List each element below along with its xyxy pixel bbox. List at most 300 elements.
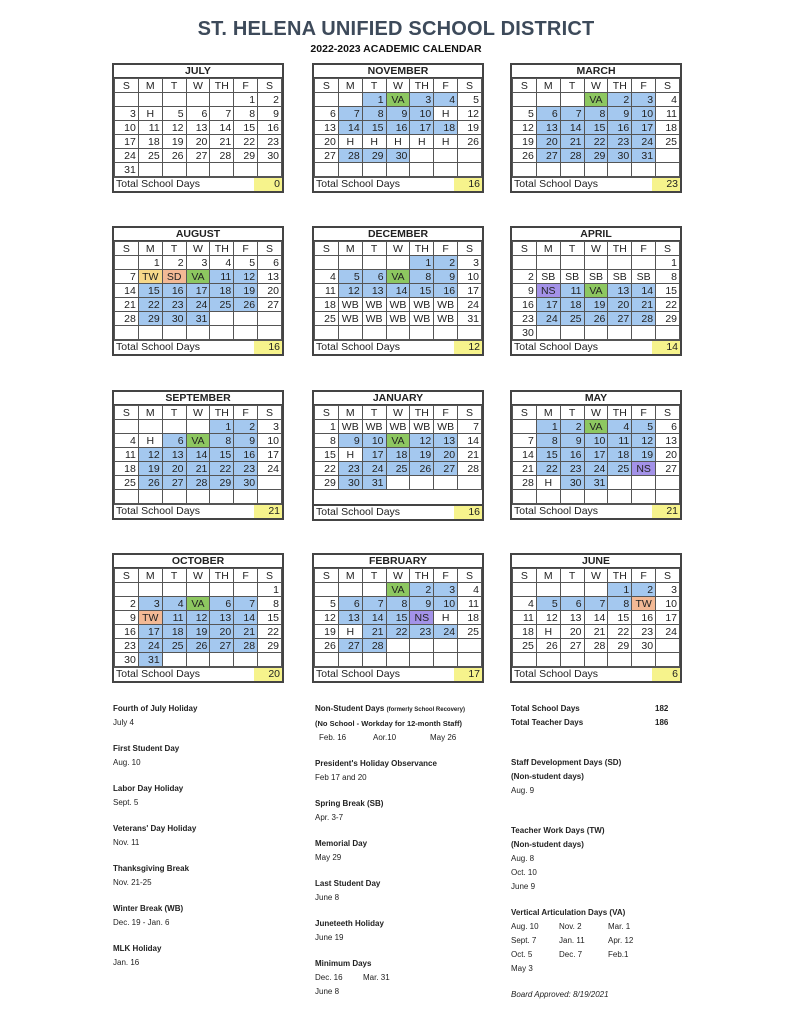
day-cell: 16	[258, 121, 282, 135]
total-school-days-row	[314, 177, 482, 191]
day-cell: 6	[315, 107, 339, 121]
teacher-work-days	[511, 824, 681, 894]
week-row	[315, 326, 482, 340]
day-cell: 19	[458, 121, 482, 135]
day-of-week-header: M	[536, 242, 560, 256]
day-cell: 5	[234, 256, 258, 270]
day-cell: 26	[513, 149, 537, 163]
legend-item	[113, 782, 303, 810]
week-row	[315, 597, 482, 611]
total-value: 12	[454, 341, 482, 354]
week-row	[315, 121, 482, 135]
total-label: Total School Days	[316, 178, 401, 190]
legend-item	[315, 917, 505, 945]
week-row	[513, 256, 680, 270]
day-cell: 23	[560, 462, 584, 476]
day-cell: VA	[386, 583, 410, 597]
day-cell: 17	[458, 284, 482, 298]
legend-item-date: Nov. 11	[113, 838, 140, 847]
total-label: Total School Days	[514, 178, 599, 190]
minimum-days	[315, 957, 505, 999]
day-cell	[536, 583, 560, 597]
month-name: OCTOBER	[114, 555, 282, 568]
day-cell: 9	[258, 107, 282, 121]
day-cell	[210, 163, 234, 177]
day-cell: 16	[608, 121, 632, 135]
day-cell: 22	[536, 462, 560, 476]
week-row	[315, 476, 482, 490]
week-row	[115, 121, 282, 135]
va-row	[511, 948, 681, 962]
day-of-week-header: M	[138, 406, 162, 420]
day-of-week-header: TH	[410, 569, 434, 583]
day-cell: 14	[338, 121, 362, 135]
day-of-week-header: M	[138, 242, 162, 256]
day-cell: 20	[210, 625, 234, 639]
day-cell: SB	[584, 270, 608, 284]
week-row	[115, 326, 282, 340]
day-cell	[162, 653, 186, 667]
day-cell	[560, 490, 584, 504]
day-cell: TW	[138, 270, 162, 284]
day-cell: 18	[560, 298, 584, 312]
day-cell	[656, 653, 680, 667]
day-cell: 5	[315, 597, 339, 611]
legend-item-date: June 19	[315, 933, 344, 942]
week-row	[115, 284, 282, 298]
day-of-week-header: F	[632, 79, 656, 93]
day-of-week-header: M	[138, 79, 162, 93]
day-cell: 15	[258, 611, 282, 625]
non-student-note: (formerly School Recovery)	[386, 707, 465, 713]
day-cell	[386, 326, 410, 340]
day-cell: 27	[186, 149, 210, 163]
day-cell	[584, 653, 608, 667]
week-row	[513, 434, 680, 448]
day-cell: 14	[186, 448, 210, 462]
day-cell	[536, 256, 560, 270]
day-cell: 16	[560, 448, 584, 462]
day-cell: 31	[115, 163, 139, 177]
day-cell: 21	[362, 625, 386, 639]
day-cell: 3	[434, 583, 458, 597]
day-cell: 25	[315, 312, 339, 326]
day-cell: 10	[632, 107, 656, 121]
day-cell: WB	[338, 420, 362, 434]
day-cell: 14	[458, 434, 482, 448]
week-row	[513, 639, 680, 653]
day-cell: 22	[656, 298, 680, 312]
day-cell	[434, 149, 458, 163]
day-cell: VA	[186, 434, 210, 448]
day-cell: 8	[234, 107, 258, 121]
day-of-week-header: TH	[410, 406, 434, 420]
day-cell	[632, 163, 656, 177]
day-cell: H	[386, 135, 410, 149]
day-cell	[632, 256, 656, 270]
day-of-week-header: F	[234, 569, 258, 583]
day-cell: 21	[632, 298, 656, 312]
day-cell: 31	[362, 476, 386, 490]
legend-item-date: Nov. 21-25	[113, 878, 152, 887]
month-june	[510, 553, 682, 683]
day-of-week-header: F	[234, 79, 258, 93]
day-cell: 6	[362, 270, 386, 284]
day-cell	[560, 583, 584, 597]
day-cell: 27	[315, 149, 339, 163]
day-of-week-header: S	[513, 79, 537, 93]
staff-development-days	[511, 756, 681, 798]
va-date: Nov. 2	[559, 922, 582, 931]
total-value: 21	[254, 505, 282, 518]
legend-column-2	[315, 702, 505, 1011]
day-cell: H	[338, 625, 362, 639]
day-of-week-header: S	[513, 406, 537, 420]
day-of-week-header: T	[362, 242, 386, 256]
day-cell: 18	[115, 462, 139, 476]
day-of-week-header: W	[186, 569, 210, 583]
day-cell: 17	[186, 284, 210, 298]
day-cell	[458, 163, 482, 177]
day-cell	[258, 653, 282, 667]
day-cell: 14	[560, 121, 584, 135]
day-cell	[536, 163, 560, 177]
legend-item-title: Last Student Day	[315, 879, 381, 888]
day-cell: 21	[186, 462, 210, 476]
non-student-subtitle: (No School - Workday for 12-month Staff)	[315, 719, 462, 728]
day-cell: 19	[584, 298, 608, 312]
day-cell	[536, 490, 560, 504]
total-value: 16	[254, 341, 282, 354]
total-school-days-row	[314, 340, 482, 354]
day-cell	[513, 490, 537, 504]
total-label: Total School Days	[316, 506, 401, 518]
day-cell: 23	[410, 625, 434, 639]
day-cell: 7	[338, 107, 362, 121]
legend-item-date: Feb 17 and 20	[315, 773, 367, 782]
month-august	[112, 226, 284, 356]
day-cell: VA	[584, 284, 608, 298]
day-cell	[138, 163, 162, 177]
month-name: JUNE	[512, 555, 680, 568]
day-cell: 9	[434, 270, 458, 284]
day-cell: 31	[584, 476, 608, 490]
day-cell: 9	[560, 434, 584, 448]
day-cell	[186, 653, 210, 667]
day-of-week-header: F	[234, 242, 258, 256]
day-cell: 15	[608, 611, 632, 625]
day-cell: 20	[434, 448, 458, 462]
week-row	[513, 420, 680, 434]
day-cell: 22	[386, 625, 410, 639]
day-cell: 4	[434, 93, 458, 107]
day-cell: 13	[210, 611, 234, 625]
month-grid	[512, 568, 680, 667]
day-cell	[162, 583, 186, 597]
day-of-week-header: W	[584, 242, 608, 256]
day-cell	[234, 490, 258, 504]
day-cell: 20	[258, 284, 282, 298]
day-cell	[584, 583, 608, 597]
day-cell: 28	[362, 639, 386, 653]
day-cell: 2	[234, 420, 258, 434]
day-cell	[632, 653, 656, 667]
total-school-days-row	[512, 667, 680, 681]
day-cell: 11	[513, 611, 537, 625]
day-cell: 26	[315, 639, 339, 653]
day-cell: 21	[584, 625, 608, 639]
day-cell: 24	[656, 625, 680, 639]
day-of-week-header: TH	[210, 79, 234, 93]
day-cell: 22	[210, 462, 234, 476]
staff-dev-title: Staff Development Days (SD)	[511, 758, 622, 767]
day-cell: WB	[410, 420, 434, 434]
week-row	[115, 135, 282, 149]
month-january	[312, 390, 484, 521]
day-cell: 5	[338, 270, 362, 284]
day-cell: 7	[513, 434, 537, 448]
day-cell: 19	[138, 462, 162, 476]
day-cell: 22	[138, 298, 162, 312]
day-cell: 30	[234, 476, 258, 490]
day-cell: 8	[410, 270, 434, 284]
day-of-week-header: S	[258, 569, 282, 583]
day-cell	[162, 163, 186, 177]
day-cell: 29	[315, 476, 339, 490]
week-row	[513, 476, 680, 490]
day-cell	[458, 149, 482, 163]
day-cell: H	[536, 476, 560, 490]
day-cell: 25	[513, 639, 537, 653]
day-cell: 23	[162, 298, 186, 312]
day-cell: 11	[608, 434, 632, 448]
day-cell: 28	[186, 476, 210, 490]
total-label: Total School Days	[514, 668, 599, 680]
day-cell: 23	[115, 639, 139, 653]
day-cell: 25	[162, 639, 186, 653]
day-cell: 6	[210, 597, 234, 611]
day-cell: 12	[162, 121, 186, 135]
day-cell: 18	[210, 284, 234, 298]
day-cell: 4	[210, 256, 234, 270]
week-row	[115, 462, 282, 476]
day-cell	[513, 256, 537, 270]
day-cell	[632, 490, 656, 504]
day-cell: 16	[632, 611, 656, 625]
month-grid	[512, 405, 680, 504]
week-row	[115, 434, 282, 448]
total-school-days-row	[512, 340, 680, 354]
day-cell: 25	[386, 462, 410, 476]
day-cell: 19	[632, 448, 656, 462]
day-cell: 26	[186, 639, 210, 653]
day-cell: 22	[315, 462, 339, 476]
day-cell: 11	[458, 597, 482, 611]
day-cell	[410, 639, 434, 653]
week-row	[315, 135, 482, 149]
teacher-work-subtitle: (Non-student days)	[511, 840, 584, 849]
day-cell: WB	[362, 312, 386, 326]
day-cell	[410, 149, 434, 163]
day-cell	[115, 583, 139, 597]
day-cell	[458, 639, 482, 653]
week-row	[315, 462, 482, 476]
week-row	[315, 583, 482, 597]
week-row	[513, 326, 680, 340]
day-cell: 31	[632, 149, 656, 163]
day-cell: 1	[656, 256, 680, 270]
day-of-week-header: S	[513, 569, 537, 583]
day-cell: 14	[584, 611, 608, 625]
day-of-week-header: M	[338, 79, 362, 93]
day-cell	[656, 163, 680, 177]
day-cell: SB	[560, 270, 584, 284]
day-cell: 3	[186, 256, 210, 270]
day-of-week-header: S	[656, 242, 680, 256]
day-cell	[138, 490, 162, 504]
day-cell	[338, 93, 362, 107]
non-student-title: Non-Student Days	[315, 704, 385, 713]
legend-item-title: Spring Break (SB)	[315, 799, 384, 808]
day-cell: 20	[162, 462, 186, 476]
day-cell: 1	[410, 256, 434, 270]
day-cell: 4	[656, 93, 680, 107]
day-cell: 6	[258, 256, 282, 270]
day-cell: 21	[115, 298, 139, 312]
day-cell: 30	[115, 653, 139, 667]
day-cell: 6	[536, 107, 560, 121]
day-cell: 15	[386, 611, 410, 625]
day-cell: 31	[458, 312, 482, 326]
day-cell: 4	[513, 597, 537, 611]
day-of-week-header: T	[362, 569, 386, 583]
week-row	[513, 93, 680, 107]
day-cell	[362, 163, 386, 177]
day-cell	[210, 653, 234, 667]
week-row	[513, 298, 680, 312]
day-cell: 6	[560, 597, 584, 611]
day-cell	[338, 256, 362, 270]
day-of-week-header: M	[536, 79, 560, 93]
day-cell	[115, 490, 139, 504]
day-of-week-header: T	[560, 569, 584, 583]
day-cell: 19	[186, 625, 210, 639]
day-of-week-header: S	[258, 406, 282, 420]
day-cell: 15	[210, 448, 234, 462]
day-cell: NS	[632, 462, 656, 476]
day-cell: 13	[186, 121, 210, 135]
minimum-day-date: Dec. 16	[315, 973, 343, 982]
day-cell: 1	[362, 93, 386, 107]
day-of-week-header: W	[186, 406, 210, 420]
day-cell: 11	[315, 284, 339, 298]
day-of-week-header: S	[315, 569, 339, 583]
total-value: 182	[655, 704, 669, 713]
day-cell: 10	[656, 597, 680, 611]
day-cell: 12	[186, 611, 210, 625]
day-of-week-header: W	[386, 406, 410, 420]
day-of-week-header: M	[138, 569, 162, 583]
day-cell: 19	[162, 135, 186, 149]
month-name: JULY	[114, 65, 282, 78]
week-row	[513, 611, 680, 625]
day-cell: 4	[162, 597, 186, 611]
week-row	[315, 284, 482, 298]
non-student-date: Feb. 16	[319, 733, 347, 742]
teacher-work-date: Oct. 10	[511, 868, 537, 877]
va-date: Aug. 10	[511, 922, 539, 931]
day-cell: 28	[584, 639, 608, 653]
va-date: Sept. 7	[511, 936, 537, 945]
day-cell	[115, 93, 139, 107]
day-of-week-header: W	[186, 79, 210, 93]
day-cell: 17	[536, 298, 560, 312]
day-of-week-header: S	[656, 79, 680, 93]
day-cell: 31	[138, 653, 162, 667]
day-cell: H	[338, 448, 362, 462]
day-cell	[362, 583, 386, 597]
day-cell: WB	[434, 298, 458, 312]
day-cell	[656, 476, 680, 490]
day-cell: NS	[410, 611, 434, 625]
day-cell: 30	[560, 476, 584, 490]
day-cell: 3	[115, 107, 139, 121]
week-row	[513, 597, 680, 611]
day-cell: 25	[560, 312, 584, 326]
day-cell: 23	[258, 135, 282, 149]
day-of-week-header: S	[458, 569, 482, 583]
day-cell: VA	[584, 93, 608, 107]
day-of-week-header: T	[560, 406, 584, 420]
week-row	[513, 448, 680, 462]
day-cell	[458, 653, 482, 667]
day-cell	[315, 93, 339, 107]
day-cell	[632, 476, 656, 490]
day-cell: 11	[656, 107, 680, 121]
day-cell: 26	[138, 476, 162, 490]
day-cell: 2	[608, 93, 632, 107]
teacher-work-date: June 9	[511, 882, 536, 891]
day-cell: 20	[315, 135, 339, 149]
week-row	[513, 462, 680, 476]
day-cell: VA	[186, 597, 210, 611]
day-cell: 28	[234, 639, 258, 653]
va-row	[511, 962, 681, 976]
total-value: 21	[652, 505, 680, 518]
day-cell: H	[536, 625, 560, 639]
day-cell: 2	[434, 256, 458, 270]
day-cell: 8	[362, 107, 386, 121]
day-cell: 21	[513, 462, 537, 476]
week-row	[115, 256, 282, 270]
day-cell	[258, 490, 282, 504]
month-grid	[114, 78, 282, 177]
legend-item-title: Veterans' Day Holiday	[113, 824, 197, 833]
day-cell: VA	[584, 420, 608, 434]
day-cell	[458, 326, 482, 340]
week-row	[315, 163, 482, 177]
day-cell	[458, 476, 482, 490]
day-cell	[536, 93, 560, 107]
day-cell	[162, 326, 186, 340]
day-cell: 13	[608, 284, 632, 298]
total-school-days-row	[114, 340, 282, 354]
day-cell: 2	[410, 583, 434, 597]
day-cell	[234, 653, 258, 667]
day-cell: 11	[162, 611, 186, 625]
va-date: Mar. 1	[608, 922, 631, 931]
legend-item-date: Apr. 3-7	[315, 813, 344, 822]
